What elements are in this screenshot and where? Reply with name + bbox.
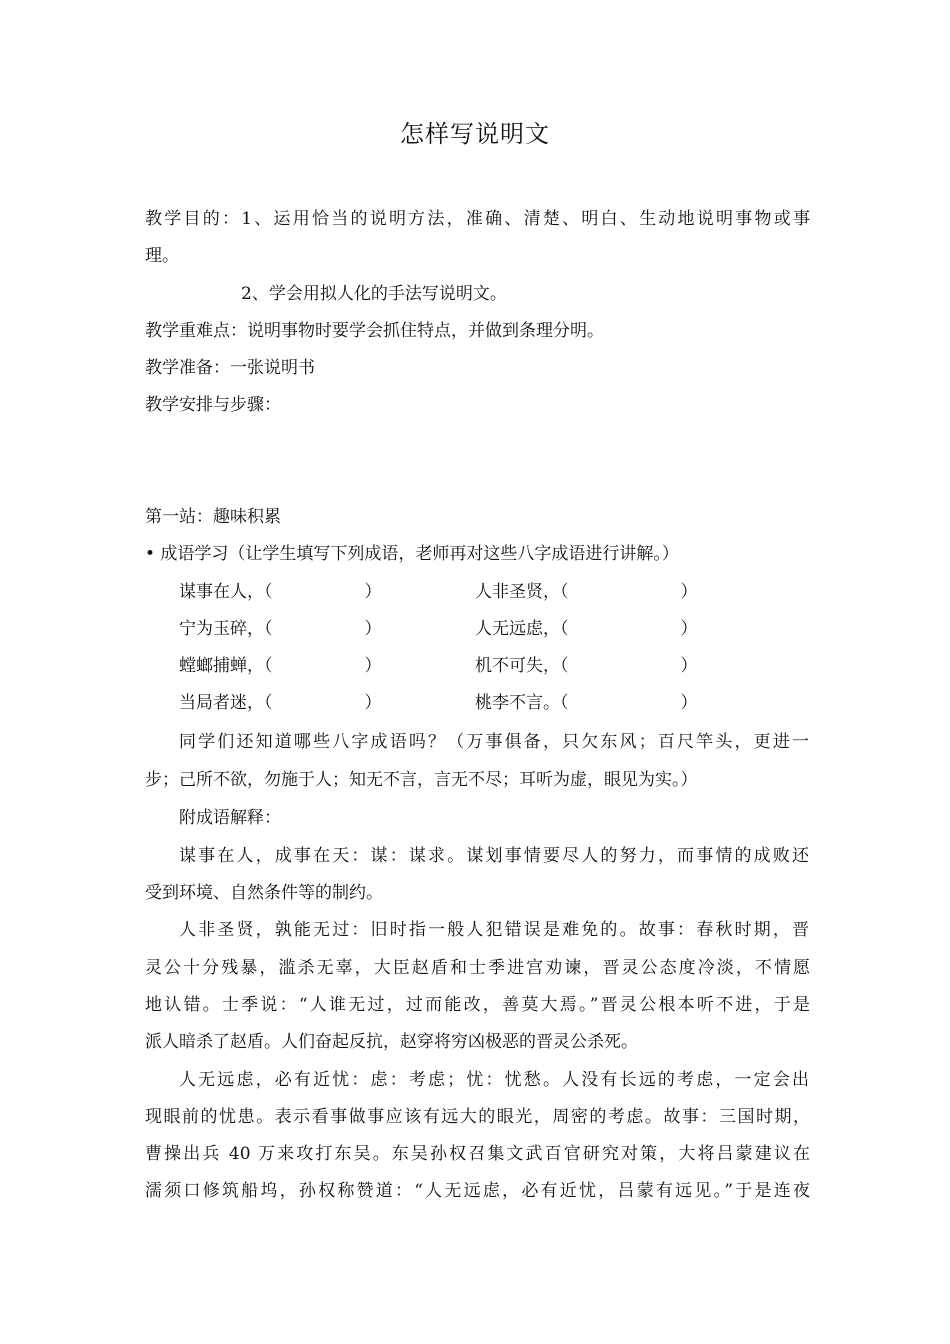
idiom-right-2-prefix: 人无远虑，（ [475, 619, 569, 639]
idiom-right-2-suffix: ） [680, 619, 698, 639]
explanation-3-line-3: 曹操出兵 40 万来攻打东吴。东吴孙权召集文武百官研究对策，大将吕蒙建议在 [145, 1144, 810, 1164]
objective-line-2: 2、学会用拟人化的手法写说明文。 [241, 284, 507, 304]
idiom-left-2-prefix: 宁为玉碎，（ [179, 619, 273, 639]
key-points: 教学重难点：说明事物时要学会抓住特点，并做到条理分明。 [145, 321, 604, 341]
objective-line-1-tail: 理。 [145, 246, 179, 266]
idiom-right-1 [475, 580, 698, 604]
explanation-2-line-2: 灵公十分残暴，滥杀无辜，大臣赵盾和士季进宫劝谏，晋灵公态度冷淡，不情愿 [145, 958, 810, 978]
idiom-right-1-prefix: 人非圣贤，（ [475, 582, 569, 602]
explanation-2-line-1: 人非圣贤，孰能无过：旧时指一般人犯错误是难免的。故事：春秋时期，晋 [179, 920, 809, 940]
idiom-left-4 [179, 691, 382, 715]
explanation-1-line-2: 受到环境、自然条件等的制约。 [145, 883, 383, 903]
idiom-left-4-suffix: ） [364, 693, 382, 713]
preparation: 教学准备：一张说明书 [145, 358, 315, 378]
idiom-left-3-prefix: 螳螂捕蝉，（ [179, 656, 273, 676]
idiom-left-1 [179, 580, 382, 604]
idiom-left-1-prefix: 谋事在人，（ [179, 582, 273, 602]
objective-line-1: 教学目的：1、运用恰当的说明方法，准确、清楚、明白、生动地说明事物或事 [145, 209, 810, 229]
appendix-heading: 附成语解释： [179, 808, 281, 828]
explanation-2-line-3: 地认错。士季说：“人谁无过，过而能改，善莫大焉。”晋灵公根本听不进，于是 [145, 995, 810, 1015]
question-line-1: 同学们还知道哪些八字成语吗？（万事俱备，只欠东风；百尺竿头，更进一 [179, 732, 809, 752]
idiom-right-3 [475, 654, 698, 678]
station-one-heading: 第一站：趣味积累 [145, 507, 281, 527]
page-title: 怎样写说明文 [400, 120, 550, 148]
idiom-right-3-prefix: 机不可失，（ [475, 656, 569, 676]
idiom-left-4-prefix: 当局者迷，（ [179, 693, 273, 713]
idiom-right-2 [475, 617, 698, 641]
explanation-2-line-4: 派人暗杀了赵盾。人们奋起反抗，赵穿将穷凶极恶的晋灵公杀死。 [145, 1032, 638, 1052]
idiom-right-4-suffix: ） [680, 693, 698, 713]
idiom-left-3 [179, 654, 382, 678]
idiom-right-4 [475, 691, 698, 715]
idiom-left-3-suffix: ） [364, 656, 382, 676]
idiom-left-2-suffix: ） [364, 619, 382, 639]
explanation-3-line-4: 濡须口修筑船坞，孙权称赞道：“人无远虑，必有近忧，吕蒙有远见。”于是连夜 [145, 1181, 810, 1201]
idiom-left-1-suffix: ） [364, 582, 382, 602]
explanation-3-line-2: 现眼前的忧患。表示看事做事应该有远大的眼光，周密的考虑。故事：三国时期， [145, 1107, 810, 1127]
arrangement: 教学安排与步骤： [145, 395, 281, 415]
question-line-2: 步；己所不欲，勿施于人；知无不言，言无不尽；耳听为虚，眼见为实。） [145, 770, 698, 790]
idiom-left-2 [179, 617, 382, 641]
explanation-1-line-1: 谋事在人，成事在天：谋：谋求。谋划事情要尽人的努力，而事情的成败还 [179, 846, 809, 866]
idiom-study-intro: • 成语学习（让学生填写下列成语，老师再对这些八字成语进行讲解。） [145, 544, 679, 564]
idiom-right-1-suffix: ） [680, 582, 698, 602]
idiom-right-3-suffix: ） [680, 656, 698, 676]
explanation-3-line-1: 人无远虑，必有近忧：虑：考虑；忧：忧愁。人没有长远的考虑，一定会出 [179, 1070, 809, 1090]
idiom-right-4-prefix: 桃李不言。（ [475, 693, 569, 713]
